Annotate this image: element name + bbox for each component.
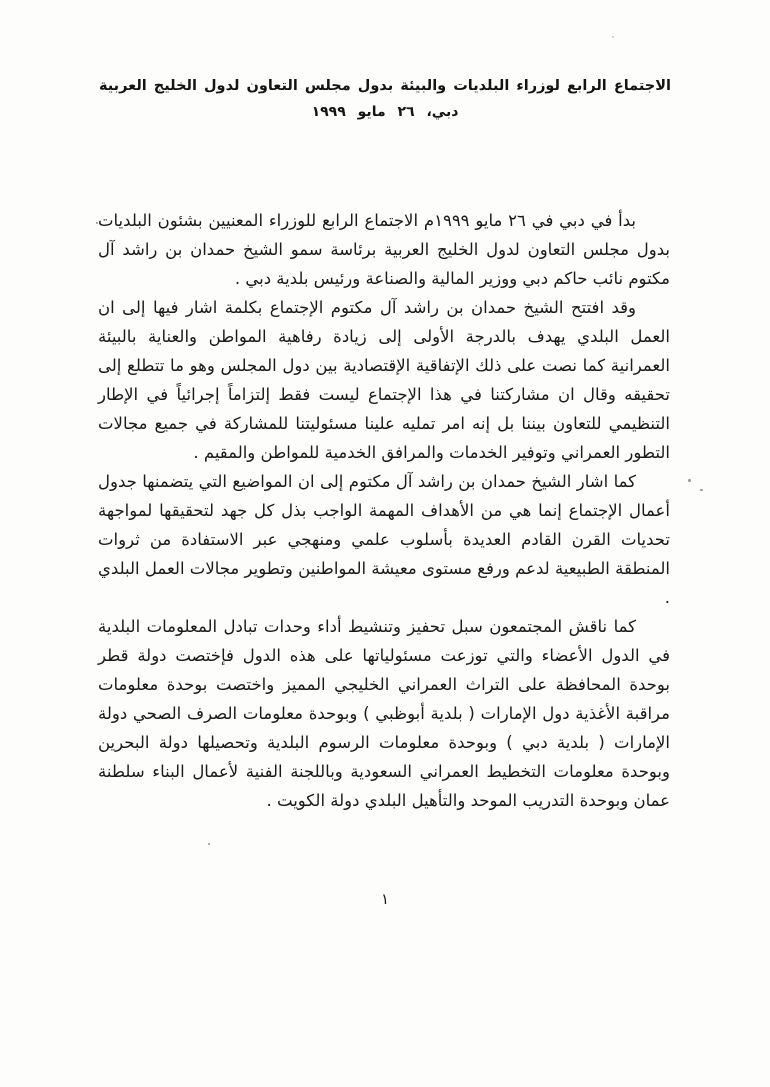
paragraph-4: كما ناقش المجتمعون سبل تحفيز وتنشيط أداء وحدات تبادل المعلومات البلدية في الدول الأعضاء والتي توزعت مسئولياتها على هذه الدول فإختصت دولة قطر بوحدة المحافظة على التراث العمراني الخليجي المميز واختصت بوحدة معلومات مراقبة الأغذية دول الإمارات ( بلدية أبوظبي ) وبوحدة معلومات الصرف الصحي دولة الإمارات ( بلدية دبي ) وبوحدة معلومات الرسوم البلدية وتحصيلها دولة البحرين وبوحدة معلومات التخطيط العمراني السعودية وباللجنة الفنية لأعمال البناء سلطنة عمان وبوحدة التدريب الموحد والتأهيل البلدي دولة الكويت . bbox=[98, 617, 670, 810]
scan-speck bbox=[688, 479, 691, 482]
scan-speck bbox=[96, 222, 98, 224]
document-subtitle: دبي، ٢٦ مايو ١٩٩٩ bbox=[311, 104, 459, 120]
scan-speck bbox=[700, 489, 703, 491]
page-number: ١ bbox=[380, 890, 390, 908]
paragraph-3: كما اشار الشيخ حمدان بن راشد آل مكتوم إلى ان المواضيع التي يتضمنها جدول أعمال الإجتماع إنما هي من الأهداف المهمة الواجب بذل كل جهد لتحقيقها لمواجهة تحديات القرن القادم العديدة بأسلوب علمي ومنهجي عبر الاستفادة من ثروات المنطقة الطبيعية لدعم ورفع مستوى معيشة المواطنين وتطوير مجالات العمل البلدي . bbox=[98, 472, 670, 607]
paragraph-2: وقد افتتح الشيخ حمدان بن راشد آل مكتوم الإجتماع بكلمة اشار فيها إلى ان العمل البلدي يهدف بالدرجة الأولى إلى زيادة رفاهية المواطن والعناية بالبيئة العمرانية كما نصت على ذلك الإتفاقية الإقتصادية بين دول المجلس وهو ما تتطلع إلى تحقيقه وقال ان مشاركتنا في هذا الإجتماع ليست فقط إلتزاماً إجرائياً في الإطار التنظيمي للتعاون بيننا بل إنه امر تمليه علينا مسئوليتنا للمشاركة في جميع مجالات التطور العمراني وتوفير الخدمات والمرافق الخدمية للمواطن والمقيم . bbox=[98, 298, 670, 462]
document-body bbox=[98, 206, 670, 815]
scan-speck bbox=[208, 843, 210, 845]
paragraph-1: بدأ في دبي في ٢٦ مايو ١٩٩٩م الاجتماع الرابع للوزراء المعنيين بشئون البلديات بدول مجلس التعاون لدول الخليج العربية برئاسة سمو الشيخ حمدان بن راشد آل مكتوم نائب حاكم دبي ووزير المالية والصناعة ورئيس بلدية دبي . bbox=[98, 211, 670, 288]
document-title: الاجتماع الرابع لوزراء البلديات والبيئة بدول مجلس التعاون لدول الخليج العربية bbox=[98, 78, 672, 94]
scan-speck bbox=[612, 36, 614, 38]
document-header bbox=[0, 78, 770, 120]
